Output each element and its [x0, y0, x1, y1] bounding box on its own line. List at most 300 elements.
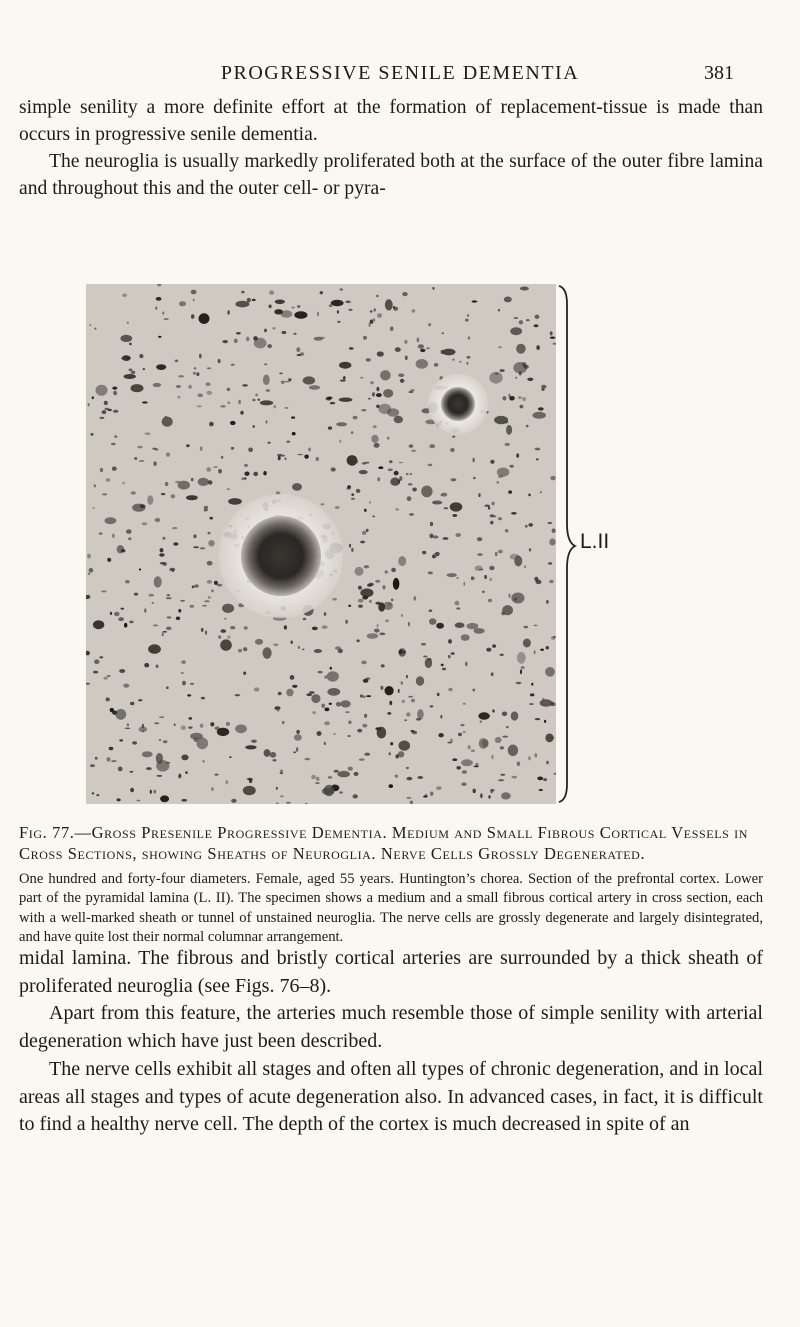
cell-speck	[410, 389, 414, 391]
cell-speck	[450, 739, 453, 743]
cell-speck	[162, 311, 164, 314]
cell-speck	[506, 726, 509, 728]
cell-speck	[327, 688, 340, 696]
cell-speck	[121, 357, 125, 360]
cell-speck	[122, 482, 124, 485]
cell-speck	[394, 416, 403, 423]
cell-speck	[456, 607, 460, 609]
cell-speck	[297, 454, 303, 456]
cell-speck	[472, 300, 478, 302]
cell-speck	[111, 760, 117, 762]
cell-speck	[372, 516, 375, 518]
cell-speck	[302, 649, 305, 651]
cell-speck	[99, 532, 103, 534]
cell-speck	[343, 376, 346, 380]
cell-speck	[416, 359, 428, 369]
cell-speck	[475, 763, 479, 768]
cell-speck	[105, 517, 117, 524]
cell-speck	[506, 425, 512, 435]
cell-speck	[317, 312, 319, 317]
cell-speck	[107, 558, 111, 562]
cell-speck	[331, 467, 336, 471]
cell-speck	[227, 310, 229, 314]
cell-speck	[490, 460, 494, 464]
cell-speck	[536, 458, 539, 460]
cell-speck	[376, 295, 378, 298]
cell-speck	[420, 349, 425, 352]
cell-speck	[459, 361, 462, 363]
cell-speck	[379, 633, 385, 636]
cell-speck	[358, 586, 362, 590]
cell-speck	[466, 362, 468, 365]
paragraph: simple senility a more definite effort at the formation of replacement-tissue is made than occurs in progressive senile dementia.	[19, 97, 763, 145]
cell-speck	[189, 717, 193, 720]
cell-speck	[524, 565, 526, 568]
cell-speck	[510, 465, 514, 468]
cell-speck	[123, 684, 129, 688]
cell-speck	[152, 448, 156, 450]
cell-speck	[142, 751, 153, 757]
cell-speck	[500, 369, 505, 372]
cell-speck	[377, 477, 380, 481]
cell-speck	[421, 486, 432, 498]
cell-speck	[143, 368, 145, 370]
cell-speck	[373, 425, 377, 428]
cell-speck	[131, 371, 136, 374]
cell-speck	[178, 774, 181, 778]
cell-speck	[463, 703, 466, 705]
cell-speck	[441, 664, 444, 667]
cell-speck	[99, 417, 104, 419]
cell-speck	[158, 336, 161, 338]
cell-speck	[164, 318, 169, 320]
cell-speck	[523, 639, 531, 648]
cell-speck	[214, 774, 218, 776]
cell-speck	[221, 629, 227, 633]
cell-speck	[544, 720, 546, 723]
cell-speck	[406, 473, 409, 475]
cell-speck	[463, 582, 465, 586]
cell-speck	[376, 387, 379, 392]
cell-speck	[423, 796, 428, 798]
cell-speck	[477, 537, 482, 541]
cell-speck	[208, 596, 211, 599]
cell-speck	[488, 795, 490, 798]
cell-speck	[490, 514, 494, 517]
cell-speck	[192, 586, 195, 589]
cell-speck	[329, 703, 332, 705]
cell-speck	[550, 331, 553, 335]
cell-speck	[502, 396, 506, 400]
cell-speck	[389, 701, 392, 705]
cell-speck	[324, 675, 327, 678]
cell-speck	[409, 444, 414, 448]
cell-speck	[492, 644, 496, 647]
cell-speck	[462, 770, 467, 774]
cell-speck	[92, 792, 95, 794]
cell-speck	[205, 382, 210, 386]
cell-speck	[393, 578, 400, 590]
cell-speck	[545, 667, 555, 677]
cell-speck	[518, 396, 521, 399]
cell-speck	[362, 531, 366, 535]
cell-speck	[253, 472, 258, 476]
cell-speck	[495, 373, 499, 375]
cell-speck	[178, 481, 190, 490]
cell-speck	[199, 313, 210, 324]
cell-speck	[218, 469, 222, 473]
cell-speck	[327, 671, 339, 681]
cell-speck	[222, 340, 228, 343]
cell-speck	[361, 409, 366, 411]
cell-speck	[528, 523, 533, 527]
cell-speck	[270, 752, 276, 758]
cell-speck	[418, 344, 424, 349]
cell-speck	[139, 569, 141, 571]
cell-speck	[328, 776, 333, 778]
cell-speck	[119, 739, 123, 741]
cell-speck	[244, 472, 249, 476]
cell-speck	[498, 475, 503, 478]
cell-speck	[370, 310, 373, 312]
cell-speck	[377, 727, 387, 739]
cell-speck	[130, 788, 134, 793]
cell-speck	[398, 689, 400, 693]
cell-speck	[186, 444, 190, 447]
cell-speck	[208, 532, 211, 535]
cell-speck	[294, 311, 307, 319]
cell-speck	[204, 506, 208, 510]
cell-speck	[359, 470, 368, 474]
cell-speck	[387, 408, 399, 417]
cell-speck	[535, 315, 540, 319]
cell-speck	[389, 752, 391, 755]
cell-speck	[159, 553, 164, 556]
cell-speck	[375, 580, 380, 583]
cell-speck	[549, 538, 555, 545]
cell-speck	[264, 329, 267, 333]
cell-speck	[516, 453, 519, 457]
cell-speck	[348, 721, 351, 725]
cell-speck	[511, 593, 524, 604]
cell-speck	[112, 711, 117, 715]
cell-speck	[368, 583, 374, 587]
cell-speck	[491, 789, 495, 791]
cell-speck	[548, 562, 552, 565]
cell-speck	[376, 393, 382, 397]
cell-speck	[96, 385, 108, 396]
paragraph: midal lamina. The fibrous and bristly cortical arteries are surrounded by a thick sheath of proliferated neuroglia (see Figs. 76–8).	[19, 947, 763, 997]
cell-speck	[273, 405, 276, 408]
cell-speck	[121, 549, 126, 552]
cell-speck	[173, 542, 178, 546]
cell-speck	[244, 464, 248, 467]
cell-speck	[356, 489, 361, 493]
cell-speck	[202, 605, 207, 607]
cell-speck	[322, 625, 328, 629]
caption-number: Fig. 77.—	[19, 823, 92, 842]
cell-speck	[364, 509, 367, 512]
cell-speck	[127, 723, 129, 726]
cell-speck	[378, 466, 383, 469]
cell-speck	[473, 789, 476, 794]
cell-speck	[175, 360, 178, 363]
cell-speck	[324, 612, 327, 616]
cell-speck	[450, 502, 463, 511]
cell-speck	[140, 504, 146, 508]
cell-speck	[472, 689, 475, 692]
cell-speck	[282, 331, 287, 334]
cell-speck	[335, 506, 340, 509]
cell-speck	[318, 671, 323, 674]
cell-speck	[117, 798, 121, 801]
cell-speck	[241, 291, 244, 294]
cell-speck	[178, 609, 181, 613]
cell-speck	[162, 537, 165, 540]
cell-speck	[429, 609, 433, 612]
cell-speck	[537, 777, 543, 781]
cell-speck	[393, 307, 398, 311]
cell-speck	[348, 605, 351, 607]
cell-speck	[320, 291, 323, 294]
cell-speck	[332, 598, 337, 601]
cell-speck	[138, 699, 142, 701]
cell-speck	[372, 392, 375, 396]
cell-speck	[498, 550, 503, 554]
cell-speck	[474, 628, 485, 634]
cell-speck	[269, 305, 272, 309]
cell-speck	[383, 389, 393, 398]
cell-speck	[429, 618, 436, 625]
micrograph-figure	[86, 284, 556, 804]
cell-speck	[371, 435, 378, 443]
cell-speck	[316, 777, 319, 781]
cell-speck	[263, 375, 270, 386]
cell-speck	[455, 533, 461, 537]
cell-speck	[480, 720, 482, 723]
cell-speck	[131, 491, 136, 494]
cell-speck	[226, 722, 230, 726]
cell-speck	[161, 493, 165, 495]
cell-speck	[166, 452, 170, 456]
cell-speck	[529, 548, 531, 552]
cell-speck	[389, 784, 394, 788]
cell-speck	[146, 767, 152, 770]
cell-speck	[360, 588, 373, 597]
cell-speck	[408, 696, 413, 698]
cell-speck	[269, 290, 274, 294]
cell-speck	[550, 476, 555, 480]
cell-speck	[188, 726, 192, 728]
cell-speck	[522, 362, 526, 366]
cell-speck	[500, 774, 505, 776]
cell-speck	[200, 547, 206, 549]
cell-speck	[423, 656, 427, 658]
cell-speck	[154, 722, 159, 724]
cell-speck	[546, 646, 549, 649]
cell-speck	[447, 573, 457, 577]
cell-speck	[235, 301, 249, 308]
cell-speck	[403, 651, 406, 653]
cell-speck	[399, 741, 411, 751]
cell-speck	[172, 570, 174, 572]
cell-speck	[211, 787, 214, 791]
cell-speck	[201, 628, 204, 632]
cell-speck	[432, 501, 442, 505]
cell-speck	[425, 658, 432, 668]
cell-speck	[297, 305, 300, 308]
cell-speck	[303, 376, 315, 384]
cell-speck	[520, 287, 529, 291]
cell-speck	[171, 494, 176, 498]
cell-speck	[107, 675, 111, 677]
cell-speck	[236, 332, 241, 334]
cell-speck	[381, 664, 385, 667]
cell-speck	[467, 356, 471, 359]
cell-speck	[496, 481, 499, 483]
cell-speck	[526, 319, 530, 321]
cell-speck	[206, 467, 211, 472]
top-text-block	[19, 94, 763, 202]
cell-speck	[111, 443, 116, 445]
cell-speck	[536, 345, 539, 350]
cell-speck	[514, 598, 516, 601]
cell-speck	[521, 666, 525, 669]
cell-speck	[349, 347, 354, 350]
cell-speck	[129, 369, 133, 372]
cell-speck	[529, 703, 534, 705]
cell-speck	[546, 600, 549, 604]
cell-speck	[407, 797, 412, 799]
cell-speck	[241, 477, 244, 480]
cell-speck	[452, 758, 457, 761]
cell-speck	[156, 760, 169, 771]
cell-speck	[552, 703, 556, 706]
cell-speck	[430, 522, 433, 526]
paragraph: Apart from this feature, the arteries much resemble those of simple senility with arterial degeneration which have just been described.	[19, 1002, 763, 1053]
cell-speck	[205, 631, 207, 635]
cell-speck	[142, 522, 148, 525]
cell-speck	[293, 333, 296, 335]
cell-speck	[389, 460, 393, 463]
cell-speck	[519, 320, 523, 324]
cell-speck	[260, 400, 273, 405]
figure-caption	[19, 822, 763, 864]
cell-speck	[220, 639, 232, 650]
cell-speck	[468, 336, 471, 339]
cell-speck	[207, 561, 213, 566]
cell-speck	[113, 391, 117, 395]
cell-speck	[482, 591, 485, 593]
cell-speck	[528, 494, 530, 497]
cell-speck	[408, 622, 410, 627]
cell-speck	[366, 529, 369, 532]
cell-speck	[311, 775, 316, 780]
cell-speck	[136, 800, 140, 802]
cell-speck	[92, 507, 95, 509]
cell-speck	[540, 649, 544, 651]
cell-speck	[510, 327, 522, 335]
cell-speck	[467, 623, 479, 629]
cell-speck	[543, 778, 547, 781]
cell-speck	[229, 756, 232, 758]
cell-speck	[405, 356, 408, 361]
cell-speck	[181, 725, 187, 730]
cell-speck	[411, 699, 415, 703]
cell-speck	[523, 626, 528, 629]
cell-speck	[182, 681, 186, 686]
cell-speck	[196, 372, 199, 376]
cell-speck	[181, 672, 184, 674]
cell-speck	[514, 556, 522, 567]
cell-speck	[162, 417, 173, 427]
cell-speck	[351, 493, 354, 496]
cell-speck	[468, 745, 471, 749]
cell-speck	[245, 745, 257, 749]
cell-speck	[380, 370, 391, 380]
cell-speck	[368, 398, 371, 400]
cell-speck	[360, 541, 365, 544]
cell-speck	[321, 704, 325, 708]
cell-speck	[200, 447, 203, 451]
cell-speck	[498, 346, 501, 348]
cell-speck	[291, 416, 295, 418]
cell-speck	[200, 724, 204, 728]
cell-speck	[308, 448, 310, 452]
cell-speck	[488, 599, 492, 603]
cell-speck	[304, 455, 309, 459]
cell-speck	[412, 488, 417, 492]
cell-speck	[400, 379, 404, 383]
cell-speck	[351, 498, 355, 500]
cell-speck	[391, 599, 394, 602]
cell-speck	[95, 757, 98, 760]
cell-speck	[374, 629, 380, 633]
cell-speck	[268, 442, 271, 444]
cell-speck	[552, 528, 556, 533]
cell-speck	[217, 728, 229, 736]
cell-speck	[428, 464, 433, 467]
cell-speck	[159, 716, 164, 718]
cell-speck	[272, 327, 275, 329]
cell-speck	[154, 790, 157, 794]
cell-speck	[131, 384, 144, 392]
cell-speck	[416, 718, 421, 721]
cell-speck	[428, 323, 431, 326]
cell-speck	[231, 447, 234, 450]
cell-speck	[426, 347, 429, 349]
cell-speck	[490, 521, 493, 525]
cell-speck	[491, 672, 494, 676]
cell-speck	[491, 755, 493, 759]
cell-speck	[551, 636, 555, 640]
cell-speck	[176, 385, 181, 388]
cell-speck	[243, 672, 246, 675]
cell-speck	[124, 623, 127, 628]
bottom-text-block	[19, 945, 763, 1139]
cell-speck	[436, 786, 442, 790]
cell-speck	[349, 544, 351, 548]
cell-speck	[177, 396, 180, 399]
cell-speck	[188, 385, 192, 389]
cell-speck	[364, 462, 369, 464]
cell-speck	[281, 310, 293, 318]
cell-speck	[115, 709, 126, 720]
cell-speck	[385, 619, 389, 622]
cell-speck	[364, 565, 370, 568]
cell-speck	[520, 669, 522, 674]
cell-speck	[220, 405, 226, 408]
